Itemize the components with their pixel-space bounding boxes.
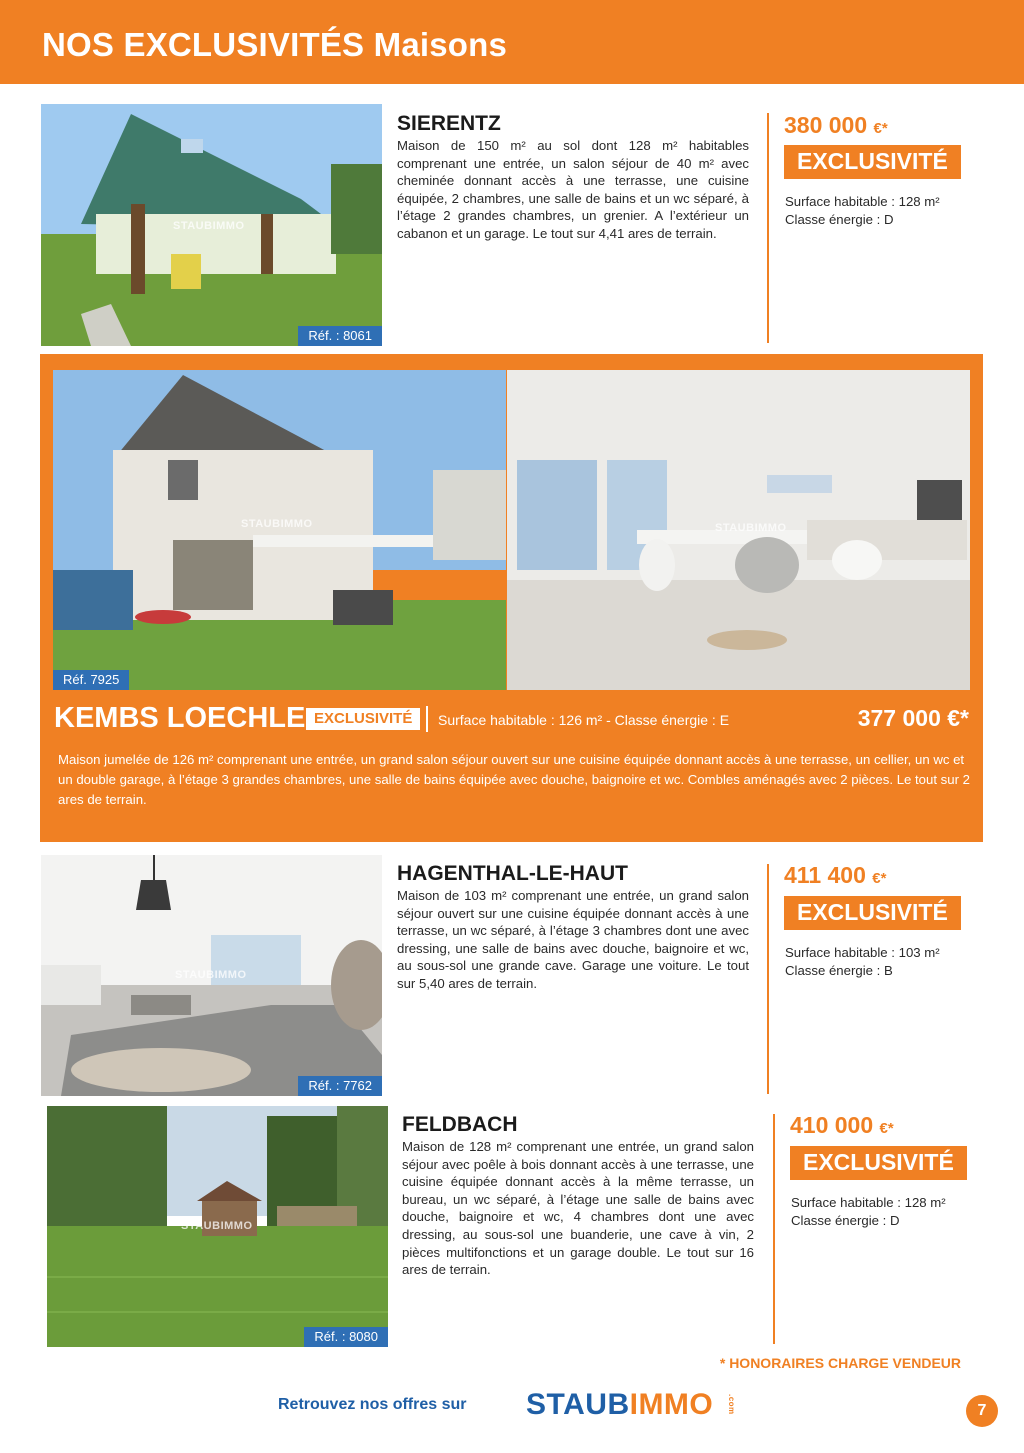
price-value: 411 400 xyxy=(784,862,866,888)
listing-description: Maison de 103 m² comprenant une entrée, un grand salon séjour ouvert sur une cuisine équipée donnant accès à une terrasse, un wc séparé, à l’étage 3 chambres dont une avec dressing, une salle de bains avec douche, baignoire et wc, au sous-sol une grande cave. Garage une voiture. Le tout sur 5,40 ares de terrain. xyxy=(397,888,749,991)
photo-watermark: STAUBIMMO xyxy=(173,220,245,232)
photo-watermark: STAUBIMMO xyxy=(175,969,247,981)
listing-description: Maison de 150 m² au sol dont 128 m² habitables comprenant une entrée, un salon séjour de 40 m² avec cheminée donnant accès à une terrasse, une cuisine équipée, 2 chambres, une salle de bains et un wc séparé, à l’étage 2 grandes chambres, un grenier. A l’extérieur un cabanon et un garage. Le tout sur 4,41 ares de terrain. xyxy=(397,138,749,241)
price-currency: €* xyxy=(872,870,887,887)
listing-description: Maison de 128 m² comprenant une entrée, un grand salon séjour avec poêle à bois donnant accès à une terrasse, une cuisine équipée donnant accès à la même terrasse, un bureau, un wc séparé, à l’étage une salle de bains avec douche, baignoire et wc, 4 chambres dont une avec dressing, au sous-sol une buanderie, une cave à vin, 2 pièces multifonctions et un garage double. Le tout sur 16 ares de terrain. xyxy=(402,1139,754,1278)
photo-watermark: STAUBIMMO xyxy=(181,1220,253,1232)
page-title: NOS EXCLUSIVITÉS Maisons xyxy=(42,26,508,63)
featured-photo-interior xyxy=(507,370,970,690)
listing-surface: Surface habitable : 103 m² xyxy=(785,945,940,960)
exclusivity-badge: EXCLUSIVITÉ xyxy=(790,1146,967,1180)
exclusivity-badge: EXCLUSIVITÉ xyxy=(306,708,420,730)
listing-energy-class: Classe énergie : D xyxy=(785,212,894,227)
reference-tag: Réf. : 8080 xyxy=(304,1327,388,1347)
staubimmo-logo[interactable] xyxy=(526,1388,736,1422)
fees-note: * HONORAIRES CHARGE VENDEUR xyxy=(719,1355,961,1371)
listing-title: SIERENTZ xyxy=(397,112,501,135)
listing-photo-hagenthal xyxy=(41,855,382,1096)
listing-energy-class: Classe énergie : B xyxy=(785,963,893,978)
price-value: 380 000 xyxy=(784,112,868,138)
website-cta: Retrouvez nos offres sur xyxy=(278,1396,467,1413)
listing-price xyxy=(784,112,888,139)
exclusivity-badge: EXCLUSIVITÉ xyxy=(784,145,961,179)
listing-energy-class: Classe énergie : D xyxy=(791,1213,900,1228)
featured-photo-exterior xyxy=(53,370,506,690)
featured-title: KEMBS LOECHLE xyxy=(54,702,306,734)
reference-tag: Réf. 7925 xyxy=(53,670,129,690)
listing-title: HAGENTHAL-LE-HAUT xyxy=(397,862,628,885)
photo-watermark: STAUBIMMO xyxy=(241,518,313,530)
featured-price: 377 000 €* xyxy=(857,705,969,731)
listing-photo-feldbach xyxy=(47,1106,388,1347)
logo-part-2: IMMO xyxy=(629,1388,714,1421)
photo-watermark: STAUBIMMO xyxy=(715,522,787,534)
price-currency: €* xyxy=(879,1120,894,1137)
divider-line xyxy=(767,113,769,343)
listing-surface: Surface habitable : 128 m² xyxy=(785,194,940,209)
listing-surface: Surface habitable : 128 m² xyxy=(791,1195,946,1210)
divider-line xyxy=(773,1114,775,1344)
listing-price xyxy=(784,862,886,889)
logo-part-1: STAUB xyxy=(526,1388,630,1421)
page-header xyxy=(0,0,1024,84)
exclusivity-badge: EXCLUSIVITÉ xyxy=(784,896,961,930)
reference-tag: Réf. : 7762 xyxy=(298,1076,382,1096)
featured-description: Maison jumelée de 126 m² comprenant une entrée, un grand salon séjour ouvert sur une cuisine équipée donnant accès à une terrasse, un cellier, un wc et un double garage, à l’étage 3 grandes chambres, une salle de bains équipée avec douche, baignoire et wc. Combles aménagés avec 2 pièces. Le tout sur 2 ares de terrain. xyxy=(58,752,970,807)
featured-listing xyxy=(40,354,983,842)
divider-line xyxy=(767,864,769,1094)
listing-price xyxy=(790,1112,894,1139)
listing-title: FELDBACH xyxy=(402,1113,518,1136)
divider-line xyxy=(426,706,428,732)
page-number: 7 xyxy=(966,1395,998,1427)
price-value: 410 000 xyxy=(790,1112,874,1138)
reference-tag: Réf. : 8061 xyxy=(298,326,382,346)
price-currency: €* xyxy=(873,120,888,137)
logo-suffix: .com xyxy=(727,1394,736,1415)
featured-specs: Surface habitable : 126 m² - Classe énergie : E xyxy=(438,712,730,728)
listing-photo-sierentz xyxy=(41,104,382,346)
